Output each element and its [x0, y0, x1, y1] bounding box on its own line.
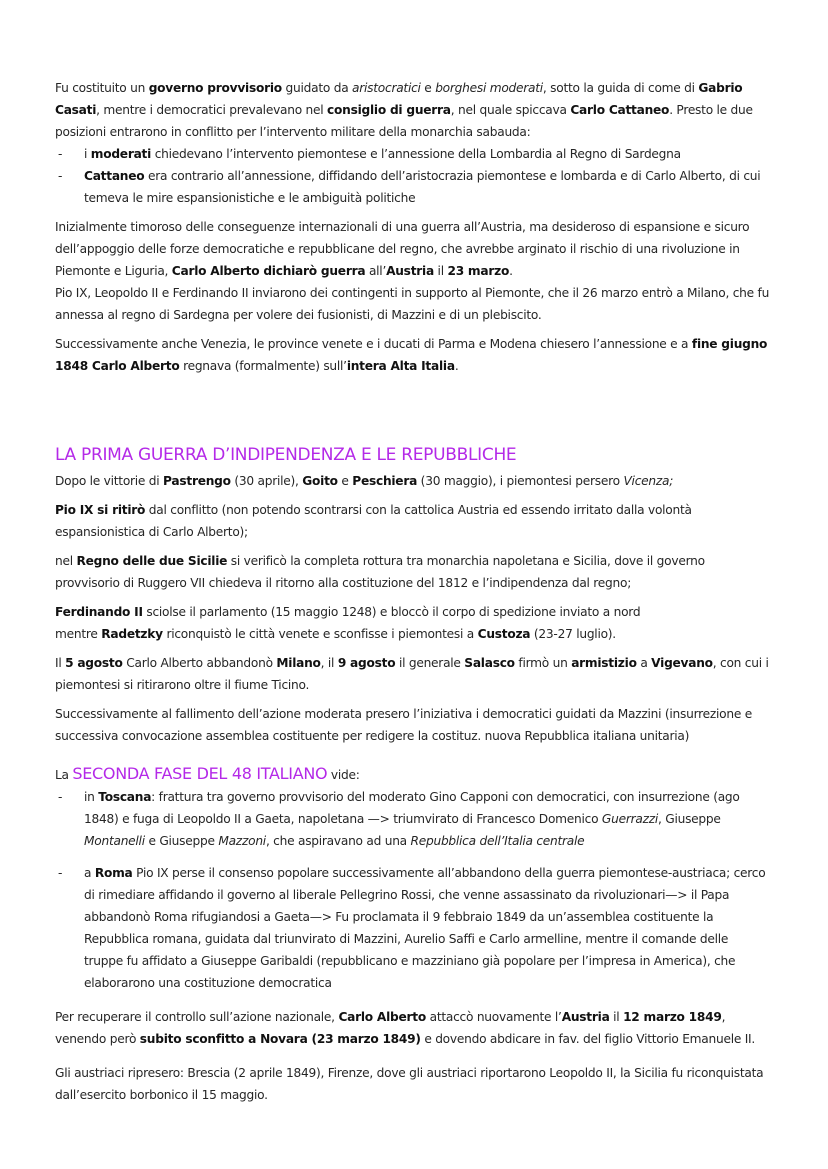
text-run: e	[420, 81, 436, 95]
text-run: guidato da	[281, 81, 353, 95]
text-run: il	[433, 264, 448, 278]
text-run: si verificò la completa rottura tra monarchia napoletana e Sicilia, dove il governo provvisorio di Ruggero VII chiedeva il ritorno alla costituzione del 1812 e l’indipendenza dal regno;	[55, 554, 705, 590]
bold-text: Roma	[94, 866, 133, 880]
bold-text: Milano	[276, 656, 321, 670]
text-run: e Giuseppe	[144, 834, 219, 848]
bold-text: intera Alta Italia	[346, 359, 455, 373]
italic-text: Repubblica dell’Italia centrale	[410, 834, 585, 848]
italic-text: Vicenza;	[623, 474, 674, 488]
text-run: a	[636, 656, 652, 670]
bold-text: fine giugno 1848 Carlo Alberto	[55, 337, 768, 373]
bold-text: armistizio	[571, 656, 637, 670]
text-run: nel	[55, 554, 77, 568]
text-run: Il	[55, 656, 66, 670]
bold-text: Vigevano	[651, 656, 713, 670]
text-run: , nel quale spiccava	[450, 103, 571, 117]
text-run: mentre	[55, 627, 102, 641]
text-run: .	[509, 264, 513, 278]
text-run: sciolse il parlamento (15 maggio 1248) e bloccò il corpo di spedizione inviato a nord	[142, 605, 641, 619]
text-run: . Presto le due posizioni entrarono in conflitto per l’intervento militare della monarchia sabauda:	[55, 103, 753, 139]
list-seconda-fase	[55, 786, 770, 994]
bold-text: Austria	[386, 264, 434, 278]
bold-text: governo provvisorio	[148, 81, 282, 95]
italic-text: aristocratici	[352, 81, 421, 95]
italic-text: Guerrazzi	[601, 812, 659, 826]
list-posizioni	[55, 143, 770, 209]
list-item-cattaneo	[55, 165, 770, 209]
italic-text: Mazzoni	[218, 834, 266, 848]
bold-text: Toscana	[98, 790, 152, 804]
text-run: , il	[320, 656, 338, 670]
bold-text: Carlo Alberto	[338, 1010, 426, 1024]
text-run: a	[84, 866, 95, 880]
text-run: il generale	[395, 656, 465, 670]
bold-text: Radetzky	[101, 627, 163, 641]
text-run: Per recuperare il controllo sull’azione nazionale,	[55, 1010, 339, 1024]
text-run: firmò un	[514, 656, 572, 670]
text-run: riconquistò le città venete e sconfisse i piemontesi a	[162, 627, 478, 641]
bold-text: Pastrengo	[163, 474, 231, 488]
text-run: Pio IX perse il consenso popolare successivamente all’abbandono della guerra piemontese-austriaca; cerco di rimediare affidando il governo al liberale Pellegrino Rossi, che venne assassinato da rivoluzionari—> il Papa abbandonò Roma rifugiandosi a Gaeta—> Fu proclamata il 9 febbraio 1849 da un’assemblea costituente la Repubblica romana, guidata dal triunvirato di Mazzini, Aurelio Saffi e Carlo armelline, mentre il comande delle truppe fu affidato a Giuseppe Garibaldi (repubblicano e mazziniano già popolare per l’impresa in America), che elaborarono una costituzione democratica	[84, 866, 766, 990]
text-run: in	[84, 790, 99, 804]
bold-text: Goito	[302, 474, 338, 488]
italic-text: borghesi moderati	[435, 81, 543, 95]
text-run: Dopo le vittorie di	[55, 474, 164, 488]
text-run: chiedevano l’intervento piemontese e l’annessione della Lombardia al Regno di Sardegna	[151, 147, 681, 161]
list-item-toscana	[55, 786, 770, 852]
text-run: (30 aprile),	[230, 474, 303, 488]
text-run: Carlo Alberto abbandonò	[122, 656, 277, 670]
bold-text: 5 agosto	[65, 656, 123, 670]
text-run: .	[454, 359, 459, 373]
text-run: era contrario all’annessione, diffidando dell’aristocrazia piemontese e lombarda e di Carlo Alberto, di cui temeva le mire espansionistiche e le ambiguità politiche	[84, 169, 761, 205]
bold-text: Carlo Alberto dichiarò guerra	[171, 264, 366, 278]
paragraph-armistizio	[55, 652, 770, 696]
bold-text: subito sconfitto a Novara (23 marzo 1849)	[139, 1032, 421, 1046]
text-run: Successivamente al fallimento dell’azione moderata presero l’iniziativa i democratici guidati da Mazzini (insurrezione e successiva convocazione assemblea costituente per redigere la costituz. nuova Repubblica italiana unitaria)	[55, 707, 752, 743]
bold-text: Ferdinando II	[55, 605, 143, 619]
italic-text: Montanelli	[84, 834, 145, 848]
paragraph-contingenti	[55, 282, 770, 326]
bold-text: Custoza	[477, 627, 531, 641]
text-run: e	[337, 474, 353, 488]
text-run: Gli austriaci ripresero: Brescia (2 aprile 1849), Firenze, dove gli austriaci riportarono Leopoldo II, la Sicilia fu riconquistata dall’esercito borbonico il 15 maggio.	[55, 1066, 764, 1102]
text-run: vide:	[327, 768, 360, 782]
list-item-roma	[55, 862, 770, 994]
text-run: i	[84, 147, 91, 161]
bold-text: 23 marzo	[447, 264, 510, 278]
bold-text: Regno delle due Sicilie	[76, 554, 228, 568]
text-run: , Giuseppe	[658, 812, 721, 826]
text-run: , che aspiravano ad una	[265, 834, 411, 848]
bold-text: Gabrio Casati	[55, 81, 743, 117]
text-run: dal conflitto (non potendo scontrarsi con la cattolica Austria ed essendo irritato dalla volontà espansionistica di Carlo Alberto);	[55, 503, 692, 539]
text-run: (23-27 luglio).	[530, 627, 616, 641]
text-run: il	[609, 1010, 624, 1024]
accent-heading-text: SECONDA FASE DEL 48 ITALIANO	[72, 764, 328, 783]
paragraph-novara	[55, 1006, 770, 1050]
text-run: Successivamente anche Venezia, le province venete e i ducati di Parma e Modena chiesero l’annessione e a	[55, 337, 692, 351]
bold-text: Carlo Cattaneo	[570, 103, 670, 117]
bold-text: Cattaneo	[84, 169, 145, 183]
paragraph-dichiarazione-guerra	[55, 216, 770, 282]
paragraph-ferdinando	[55, 601, 770, 623]
text-run: : frattura tra governo provvisorio del moderato Gino Capponi con democratici, con insurrezione (ago 1848) e fuga di Leopoldo II a Gaeta, napoletana —> triumvirato di Francesco Domenico	[84, 790, 740, 826]
text-run: Inizialmente timoroso delle conseguenze internazionali di una guerra all’Austria, ma desideroso di espansione e sicuro dell’appoggio delle forze democratiche e repubblicane del regno, che avrebbe arginato il rischio di una rivoluzione in Piemonte e Liguria,	[55, 220, 750, 278]
section-intro-seconda-fase	[55, 763, 770, 786]
text-run: , sotto la guida di come di	[542, 81, 699, 95]
paragraph-due-sicilie	[55, 550, 770, 594]
paragraph-democratici	[55, 703, 770, 747]
text-run: Pio IX, Leopoldo II e Ferdinando II inviarono dei contingenti in supporto al Piemonte, che il 26 marzo entrò a Milano, che fu annessa al regno di Sardegna per volere dei fusionisti, di Mazzini e di un plebiscito.	[55, 286, 770, 322]
bold-text: Pio IX si ritirò	[55, 503, 146, 517]
list-item-moderati	[55, 143, 770, 165]
text-run: , mentre i democratici prevalevano nel	[96, 103, 328, 117]
paragraph-austriaci-ripresero	[55, 1062, 770, 1106]
paragraph-radetzky	[55, 623, 770, 645]
bold-text: 12 marzo 1849	[623, 1010, 722, 1024]
bold-text: 9 agosto	[337, 656, 396, 670]
bold-text: Peschiera	[352, 474, 418, 488]
text-run: , venendo però	[55, 1010, 726, 1046]
text-run: Fu costituito un	[55, 81, 149, 95]
paragraph-annessioni	[55, 333, 770, 377]
text-run: attaccò nuovamente l’	[425, 1010, 562, 1024]
paragraph-pio-ix	[55, 499, 770, 543]
paragraph-governo-provvisorio	[55, 77, 770, 143]
text-run: regnava (formalmente) sull’	[179, 359, 347, 373]
text-run: all’	[365, 264, 387, 278]
text-run: , con cui i piemontesi si ritirarono oltre il fiume Ticino.	[55, 656, 769, 692]
paragraph-vittorie	[55, 470, 770, 492]
text-run: La	[55, 768, 73, 782]
section-heading-prima-guerra: LA PRIMA GUERRA D’INDIPENDENZA E LE REPUBBLICHE	[55, 445, 517, 465]
text-run: e dovendo abdicare in fav. del figlio Vittorio Emanuele II.	[420, 1032, 756, 1046]
bold-text: moderati	[90, 147, 152, 161]
text-run: (30 maggio), i piemontesi persero	[417, 474, 624, 488]
bold-text: consiglio di guerra	[327, 103, 451, 117]
bold-text: Salasco	[464, 656, 515, 670]
bold-text: Austria	[561, 1010, 610, 1024]
